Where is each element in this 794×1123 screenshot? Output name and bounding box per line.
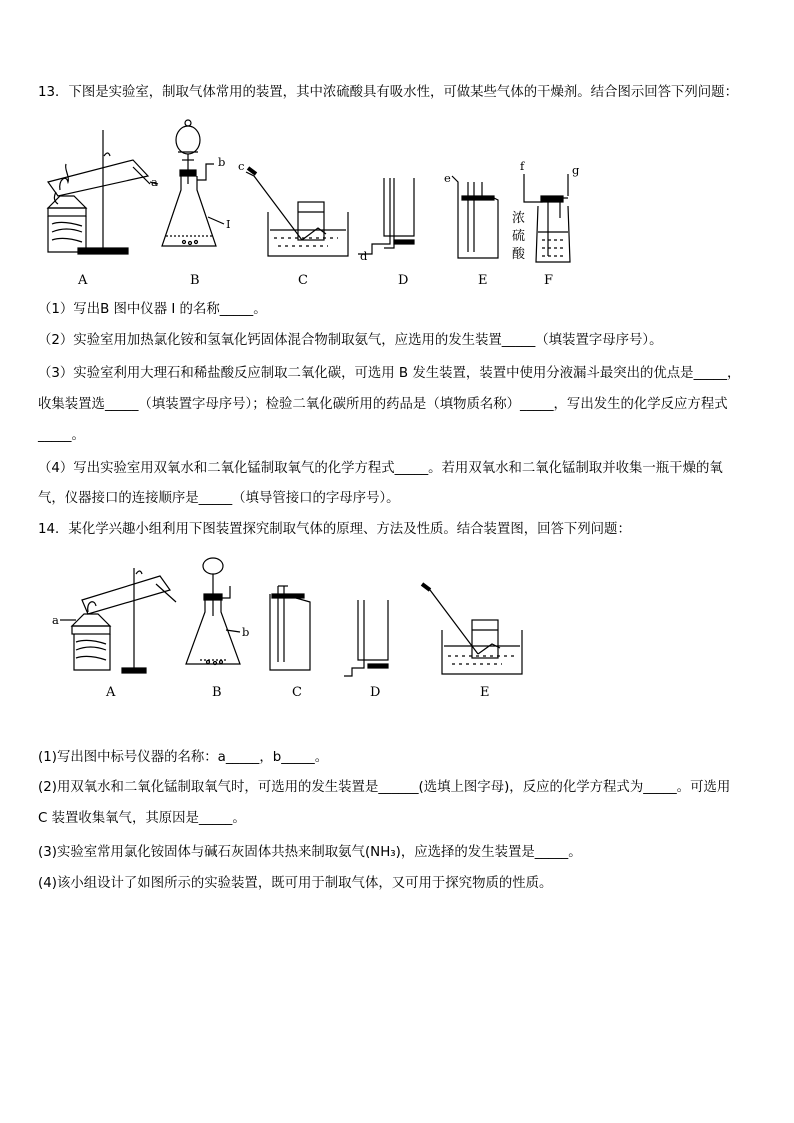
q13-label-D: D bbox=[398, 273, 409, 288]
q13-part2: （2）实验室用加热氯化铵和氢氧化钙固体混合物制取氨气，应选用的发生装置_____（填装置字母序号）。 bbox=[38, 333, 663, 348]
q13-label-B: B bbox=[190, 273, 200, 288]
q14-apparatus-figure bbox=[48, 550, 528, 700]
q13-part4-line1: （4）写出实验室用双氧水和二氧化锰制取氧气的化学方程式_____。若用双氧水和二氧化锰制取并收集一瓶干燥的氧 bbox=[38, 461, 723, 476]
q13-port-b: b bbox=[218, 155, 226, 169]
q13-port-f: f bbox=[520, 159, 525, 173]
q13-part3-line3: _____。 bbox=[38, 428, 85, 443]
q13-port-c: c bbox=[238, 159, 245, 173]
q13-apparatus-A bbox=[48, 130, 158, 254]
q14-stem: 14．某化学兴趣小组利用下图装置探究制取气体的原理、方法及性质。结合装置图，回答下列问题： bbox=[38, 522, 631, 537]
q14-part4: (4)该小组设计了如图所示的实验装置，既可用于制取气体，又可用于探究物质的性质。 bbox=[38, 876, 553, 891]
q14-apparatus-C bbox=[270, 586, 310, 670]
q13-acid-label-1: 浓 bbox=[512, 211, 526, 226]
q13-apparatus-D bbox=[358, 178, 414, 254]
q13-apparatus-B bbox=[162, 120, 224, 246]
q14-part3: (3)实验室常用氯化铵固体与碱石灰固体共热来制取氨气(NH₃)，应选择的发生装置是_____。 bbox=[38, 845, 582, 860]
q13-apparatus-C bbox=[246, 168, 348, 256]
q13-port-a: a bbox=[151, 175, 158, 189]
q13-label-F: F bbox=[544, 273, 554, 288]
q14-part2-line2: C 装置收集氧气，其原因是_____。 bbox=[38, 811, 246, 826]
q14-port-b: b bbox=[242, 625, 250, 639]
q13-part4-line2: 气，仪器接口的连接顺序是_____（填导管接口的字母序号）。 bbox=[38, 491, 400, 506]
q13-stem: 13．下图是实验室，制取气体常用的装置，其中浓硫酸具有吸水性，可做某些气体的干燥剂。结合图示回答下列问题： bbox=[38, 85, 738, 100]
q14-part2-line1: (2)用双氧水和二氧化锰制取氧气时，可选用的发生装置是______(选填上图字母)，反应的化学方程式为_____。可选用 bbox=[38, 780, 731, 795]
q14-apparatus-A bbox=[72, 568, 176, 673]
q14-apparatus-B bbox=[186, 558, 240, 665]
q13-apparatus-figure bbox=[38, 112, 638, 294]
q13-part1: （1）写出B 图中仪器 I 的名称_____。 bbox=[38, 302, 267, 317]
q14-apparatus-D bbox=[344, 600, 388, 676]
q14-label-B: B bbox=[212, 685, 222, 700]
q14-label-C: C bbox=[292, 685, 302, 700]
q13-port-e: e bbox=[444, 171, 451, 185]
q14-label-D: D bbox=[370, 685, 381, 700]
q14-port-a: a bbox=[52, 613, 59, 627]
q14-label-E: E bbox=[480, 685, 490, 700]
q13-label-E: E bbox=[478, 273, 488, 288]
q13-apparatus-E bbox=[452, 176, 498, 258]
q13-part3-line2: 收集装置选_____（填装置字母序号）；检验二氧化碳所用的药品是（填物质名称）_____，写出发生的化学反应方程式 bbox=[38, 397, 728, 412]
q13-acid-label-3: 酸 bbox=[512, 247, 526, 262]
q13-port-d: d bbox=[360, 249, 368, 263]
q14-apparatus-E bbox=[422, 584, 522, 674]
q14-label-A: A bbox=[106, 685, 116, 700]
q13-part3-line1: （3）实验室利用大理石和稀盐酸反应制取二氧化碳，可选用 B 发生装置，装置中使用分液漏斗最突出的优点是_____， bbox=[38, 366, 741, 381]
q13-acid-label-2: 硫 bbox=[512, 229, 526, 244]
q13-instrument-I: I bbox=[226, 217, 231, 231]
q13-label-A: A bbox=[78, 273, 88, 288]
q13-port-g: g bbox=[572, 163, 580, 177]
q14-part1: (1)写出图中标号仪器的名称：a_____，b_____。 bbox=[38, 750, 329, 765]
q13-label-C: C bbox=[298, 273, 308, 288]
q13-apparatus-F bbox=[524, 174, 570, 262]
